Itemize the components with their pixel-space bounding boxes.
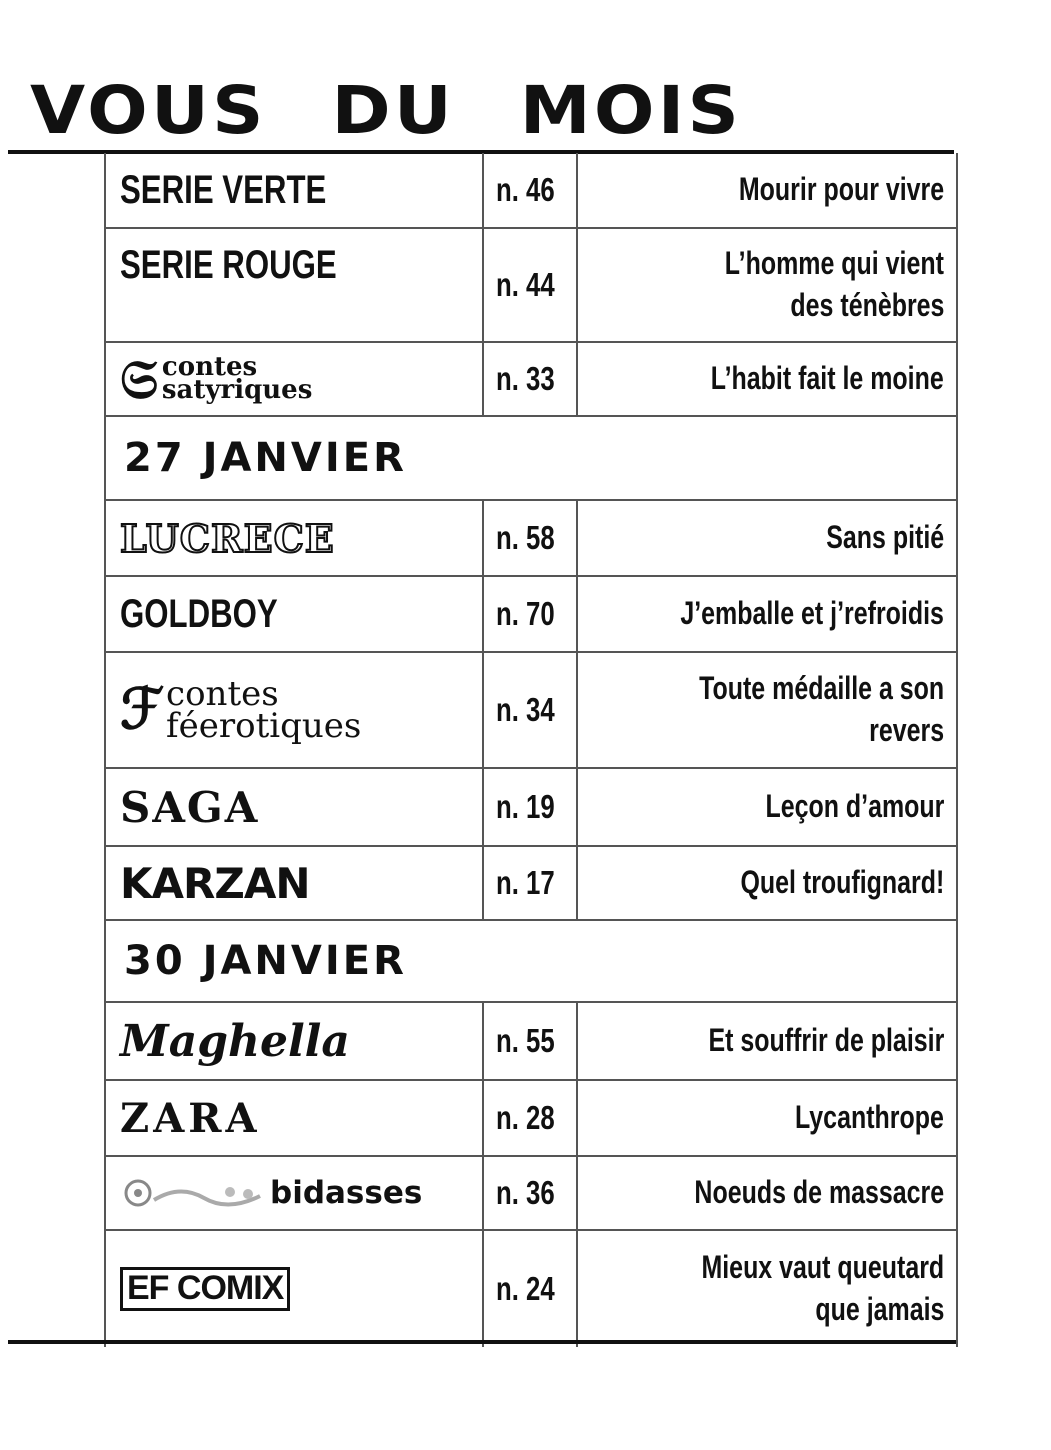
issue-number: n. 24 [482, 1231, 578, 1347]
issue-number: n. 58 [482, 501, 578, 575]
listing-row-bidasses [106, 1157, 956, 1231]
issue-number: n. 34 [482, 653, 578, 767]
series-title: GOLDBOY [120, 591, 278, 636]
series-logo: KARZAN [120, 858, 310, 908]
series-logo: EF COMIX [106, 1231, 482, 1347]
release-date-heading: 27 JANVIER [106, 417, 956, 501]
story-title: Et souffrir de plaisir [708, 1022, 944, 1059]
issue-number: n. 17 [482, 847, 578, 919]
issue-number: n. 19 [482, 769, 578, 845]
listing-row-serie-rouge [106, 229, 956, 343]
series-logo: bidasses [106, 1157, 482, 1229]
bidasses-emblem-icon [120, 1176, 270, 1210]
story-title: Sans pitié [826, 519, 944, 556]
series-title: SERIE VERTE [120, 167, 327, 212]
bottom-rule [8, 1340, 956, 1344]
page-heading: VOUS DU MOIS [30, 72, 743, 149]
issue-number: n. 33 [482, 343, 578, 415]
issue-number: n. 44 [482, 229, 578, 341]
release-date-heading: 30 JANVIER [106, 921, 956, 1003]
story-title: Mourir pour vivre [738, 171, 944, 208]
listing-row-contes-satyriques [106, 343, 956, 417]
listing-row-serie-verte [106, 153, 956, 229]
story-title: L’habit fait le moine [711, 360, 944, 397]
issue-number: n. 36 [482, 1157, 578, 1229]
listing-row-karzan [106, 847, 956, 921]
listing-row-zara [106, 1081, 956, 1157]
listing-row-saga [106, 769, 956, 847]
story-title: Leçon d’amour [765, 788, 944, 825]
issue-number: n. 55 [482, 1003, 578, 1079]
issue-number: n. 70 [482, 577, 578, 651]
series-logo: SAGA [120, 782, 260, 832]
listing-row-contes-feerotiques [106, 653, 956, 769]
series-logo: LUCRECE [120, 515, 335, 561]
issue-number: n. 28 [482, 1081, 578, 1155]
listing-row-lucrece [106, 501, 956, 577]
issue-number: n. 46 [482, 153, 578, 227]
series-logo: 𝔖 contes satyriques [120, 346, 313, 411]
story-title: Toute médaille a son revers [698, 670, 944, 748]
story-title: Quel troufignard! [740, 864, 944, 901]
series-logo: Maghella [120, 1015, 350, 1067]
listing-row-ef-comix [106, 1231, 956, 1347]
listing-row-maghella [106, 1003, 956, 1081]
story-title: Lycanthrope [795, 1099, 944, 1136]
series-logo: ZARA [120, 1094, 261, 1142]
story-title: L’homme qui vient des ténèbres [724, 245, 944, 323]
story-title: J’emballe et j’refroidis [680, 595, 944, 632]
gothic-s-icon: 𝔖 [120, 346, 158, 411]
story-title: Noeuds de massacre [694, 1174, 944, 1211]
series-logo: ℱ contes féerotiques [120, 673, 362, 746]
series-title: SERIE ROUGE [120, 243, 337, 287]
listing-row-goldboy [106, 577, 956, 653]
release-listing [104, 153, 958, 1347]
story-title: Mieux vaut queutard que jamais [701, 1249, 944, 1327]
ornate-f-icon: ℱ [120, 676, 165, 743]
